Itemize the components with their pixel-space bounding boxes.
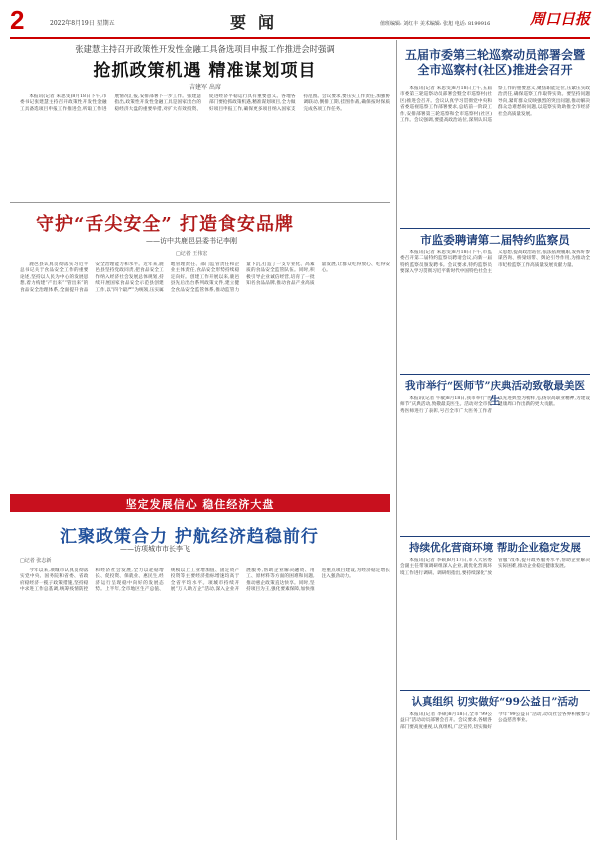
right-story2-body xyxy=(400,250,590,370)
issue-date: 2022年8月19日 星期五 xyxy=(50,20,115,27)
story3-subtitle: ——访项城市市长李飞 xyxy=(120,545,190,553)
editor-credits: 值班编辑: 刘红丰 美术编辑: 张旭 电话: 8199916 xyxy=(380,21,491,27)
right-story2-headline: 市监委聘请第二届特约监察员 xyxy=(420,233,570,247)
right-story1-headline: 五届市委第三轮巡察动员部署会暨全市巡察村(社区)推进会召开 xyxy=(404,48,585,77)
right-story3-body xyxy=(400,396,590,532)
right-story5-text: 本报讯(记者 李硕)8月18日,全市“99公益日”活动动员部署会召开。会议要求,各级各部门要高度重视,认真组织,广泛宣传,切实做好今年“99公益日”活动,动员社会各界积极参与公益慈善事业。 xyxy=(400,712,590,730)
right-story4-rule xyxy=(400,536,590,537)
right-story3-rule xyxy=(400,374,590,375)
right-story3-headline: 我市举行“医师节”庆典活动致敬最美医生 xyxy=(404,380,586,407)
right-story4-body xyxy=(400,558,590,686)
story2-byline: □记者 王伟宏 xyxy=(176,251,208,257)
column-divider xyxy=(396,40,397,840)
section-label: 要闻 xyxy=(230,13,287,32)
story2-body xyxy=(20,262,390,486)
lead-byline: 吉建军 出席 xyxy=(189,84,221,91)
right-story3-text: 本报讯(记者 牛敏)8月18日,我市举行“医师节”庆典活动,致敬最美医生。活动对全市优秀医师进行了表彰,号召全市广大医务工作者以先进典型为榜样,弘扬崇高职业精神,为建设健康周口作出新的更大贡献。 xyxy=(400,396,590,414)
right-story1-body xyxy=(400,86,590,226)
story2-body-text: 鹿邑县认真贯彻落实习近平总书记关于食品安全工作的重要论述,坚持以人民为中心的发展思想,着力构建“产出来”“管出来”的食品安全治理体系,全面提升食品安全治理能力和水平。近年来,鹿邑县坚持党政同责,把食品安全工作纳入经济社会发展总体规划,持续开展国家食品安全示范县创建工作,以“四个最严”为统领,压实属地管理责任、部门监管责任和企业主体责任,食品安全形势持续稳定向好。创建工作开展以来,鹿邑县先后出台系列政策文件,建立健全食品安全监管体系,推动监管力量下沉,打造了一支专业化、高素质的食品安全监管队伍。同时,积极引导企业诚信经营,培育了一批知名食品品牌,推动食品产业高质量发展,让群众吃得放心、吃得安心。 xyxy=(20,262,390,293)
page-number: 2 xyxy=(10,5,25,35)
story3-body-text: 今年以来,项城市认真贯彻落实党中央、国务院和省委、省政府稳经济一揽子政策措施,坚持稳中求进工作总基调,统筹疫情防控和经济社会发展,全力以赴稳增长、促投资、保就业、惠民生,经济运行呈现稳中向好的发展态势。上半年,全市地区生产总值、规模以上工业增加值、固定资产投资等主要经济指标增速均高于全省平均水平。项城市持续开展“万人助万企”活动,深入企业开展服务,帮助企业解决融资、用工、原材料等方面的困难和问题,推动惠企政策直达快享。同时,坚持项目为王,强化要素保障,加快推进重点项目建设,为经济稳定增长注入强劲动力。 xyxy=(20,568,390,593)
story2-headline: 守护“舌尖安全” 打造食安品牌 xyxy=(36,214,294,235)
story3-headline: 汇聚政策合力 护航经济趋稳前行 xyxy=(60,527,319,547)
right-story5-rule xyxy=(400,690,590,691)
masthead-rule xyxy=(10,37,590,39)
lead-body-text: 本报讯(记者 朱思雯)8月18日下午,市委书记张建慧主持召开政策性开发性金融工具备选项目申报工作推进会,听取工作进展情况汇报,安排部署下一步工作。张建慧指出,政策性开发性金融工具是国家出台的稳经济大盘的重要举措,对扩大有效投资、促进经济平稳运行具有重要意义。各地各部门要抢抓政策机遇,精准谋划项目,全力做好项目申报工作,确保更多项目纳入国家支持范围。会议要求,要压实工作责任,加强协调联动,倒排工期,挂图作战,确保按时保质完成各项工作任务。 xyxy=(20,94,390,112)
right-story2-text: 本报讯(记者 朱思雯)8月18日下午,市监委召开第二届特约监察员聘请会议,向新一届特约监察员颁发聘书。会议要求,特约监察员要深入学习贯彻习近平新时代中国特色社会主义思想,提高政治站位,依法依规履职,发挥好参谋咨询、桥梁纽带、舆论引导作用,为推动全市纪检监察工作高质量发展贡献力量。 xyxy=(400,250,590,275)
masthead xyxy=(10,6,590,36)
story3-byline: □记者 张志新 xyxy=(20,558,52,564)
banner-text: 坚定发展信心 稳住经济大盘 xyxy=(125,498,275,511)
right-story2-rule xyxy=(400,228,590,229)
paper-name: 周口日报 xyxy=(529,10,590,28)
lead-subtitle: 张建慧主持召开政策性开发性金融工具备选项目申报工作推进会时强调 xyxy=(75,44,335,54)
theme-banner xyxy=(10,494,390,512)
right-story5-body xyxy=(400,712,590,840)
lead-divider xyxy=(10,202,390,203)
story2-subtitle: ——访中共鹿邑县委书记李刚 xyxy=(146,237,237,245)
right-story1-text: 本报讯(记者 朱思雯)8月18日上午,五届市委第三轮巡察动员部署会暨全市巡察村(社区)推进会召开。会议认真学习贯彻党中央和省委巡视巡察工作部署要求,总结前一阶段工作,安排部署第三轮巡察和全市巡察村(社区)工作。会议强调,要提高政治站位,深刻认识巡察工作的重要意义,聚焦职能定位,压紧压实政治责任,确保巡察工作取得实效。要坚持问题导向,紧盯群众反映强烈的突出问题,推动解决群众急难愁盼问题,以巡察实效助推全市经济社会高质量发展。 xyxy=(400,86,590,124)
story3-body xyxy=(20,568,390,840)
lead-body xyxy=(20,94,390,198)
right-story5-headline: 认真组织 切实做好“99公益日”活动 xyxy=(411,696,579,708)
lead-headline: 抢抓政策机遇 精准谋划项目 xyxy=(93,61,317,81)
right-story4-text: 本报讯(记者 李硕)8月17日,市人大常委会副主任带领调研组深入企业,就优化营商环境工作进行调研。调研组指出,要持续深化“放管服”改革,提升政务服务水平,帮助企业解决实际困难,推动企业稳定健康发展。 xyxy=(400,558,590,576)
right-story4-headline: 持续优化营商环境 帮助企业稳定发展 xyxy=(409,542,581,554)
